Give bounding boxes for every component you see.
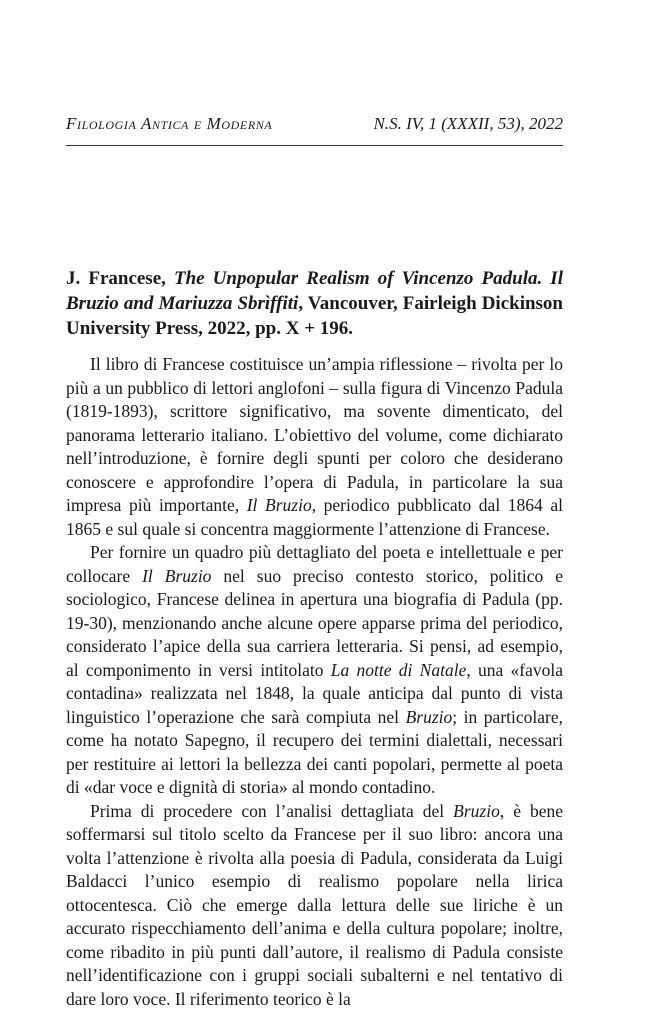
journal-title: Filologia Antica e Moderna xyxy=(66,114,272,134)
italic-title: Bruzio xyxy=(453,801,500,821)
paragraph-1 xyxy=(66,353,563,541)
review-body xyxy=(66,353,563,1011)
text-span: Il libro di Francese costituisce un’ampia riflessione – rivolta per lo più a un pubblico di lettori anglofoni – sulla figura di Vincenzo Padula (1819-1893), scrittore significativo, ma sovente dimenticato, del panorama letterario italiano. L’obiettivo del volume, come dichiarato nell’introduzione, è fornire degli spunti per coloro che desiderano conoscere e approfondire l’opera di Padula, in particolare la sua impresa più importante, xyxy=(66,354,563,515)
reference-title: The Unpopular Realism of Vincenzo Padula. Il Bruzio and Mariuzza Sbrìffiti xyxy=(66,268,563,314)
text-span: ; in particolare, come ha notato Sapegno, il recupero dei termini dialettali, necessari per restituire ai lettori la bellezza dei canti popolari, permette al poeta di «dar voce e dignità di storia» al mondo contadino. xyxy=(66,707,563,798)
reference-author: J. Francese, xyxy=(66,268,174,289)
running-header xyxy=(66,114,563,140)
reference-publication: , Vancouver, Fairleigh Dickinson University Press, 2022, pp. X + 196. xyxy=(66,293,563,339)
italic-title: Il Bruzio xyxy=(247,495,312,515)
text-span: Per fornire un quadro più dettagliato del poeta e intellettuale e per collocare xyxy=(66,542,563,586)
paragraph-2 xyxy=(66,541,563,800)
book-reference xyxy=(66,266,563,341)
italic-title: La notte di Natale xyxy=(331,660,467,680)
issue-info: N.S. IV, 1 (XXXII, 53), 2022 xyxy=(374,114,564,134)
text-span: nel suo preciso contesto storico, politico e sociologico, Francese delinea in apertura una biografia di Padula (pp. 19-30), menzionando anche alcune opere apparse prima del periodico, considerato l’apice della sua carriera letteraria. Si pensi, ad esempio, al componimento in versi intitolato xyxy=(66,566,563,680)
text-span: , una «favola contadina» realizzata nel 1848, la quale anticipa dal punto di vista linguistico l’operazione che sarà compiuta nel xyxy=(66,660,563,727)
paragraph-3 xyxy=(66,800,563,1011)
italic-title: Bruzio xyxy=(406,707,453,727)
italic-title: Il Bruzio xyxy=(142,566,211,586)
text-span: , periodico pubblicato dal 1864 al 1865 e sul quale si concentra maggiormente l’attenzione di Francese. xyxy=(66,495,563,539)
text-span: , è bene soffermarsi sul titolo scelto da Francese per il suo libro: ancora una volta l’attenzione è rivolta alla poesia di Padula, considerata da Luigi Baldacci l’unico esempio di realismo popolare nella lirica ottocentesca. Ciò che emerge dalla lettura delle sue liriche è un accurato rispecchiamento dell’anima e della cultura popolare; inoltre, come ribadito in più punti dall’autore, il realismo di Padula consiste nell’identificazione con i gruppi sociali subalterni e nel tentativo di dare loro voce. Il riferimento teorico è la xyxy=(66,801,563,1009)
text-span: Prima di procedere con l’analisi dettagliata del xyxy=(90,801,453,821)
header-divider xyxy=(66,145,563,146)
